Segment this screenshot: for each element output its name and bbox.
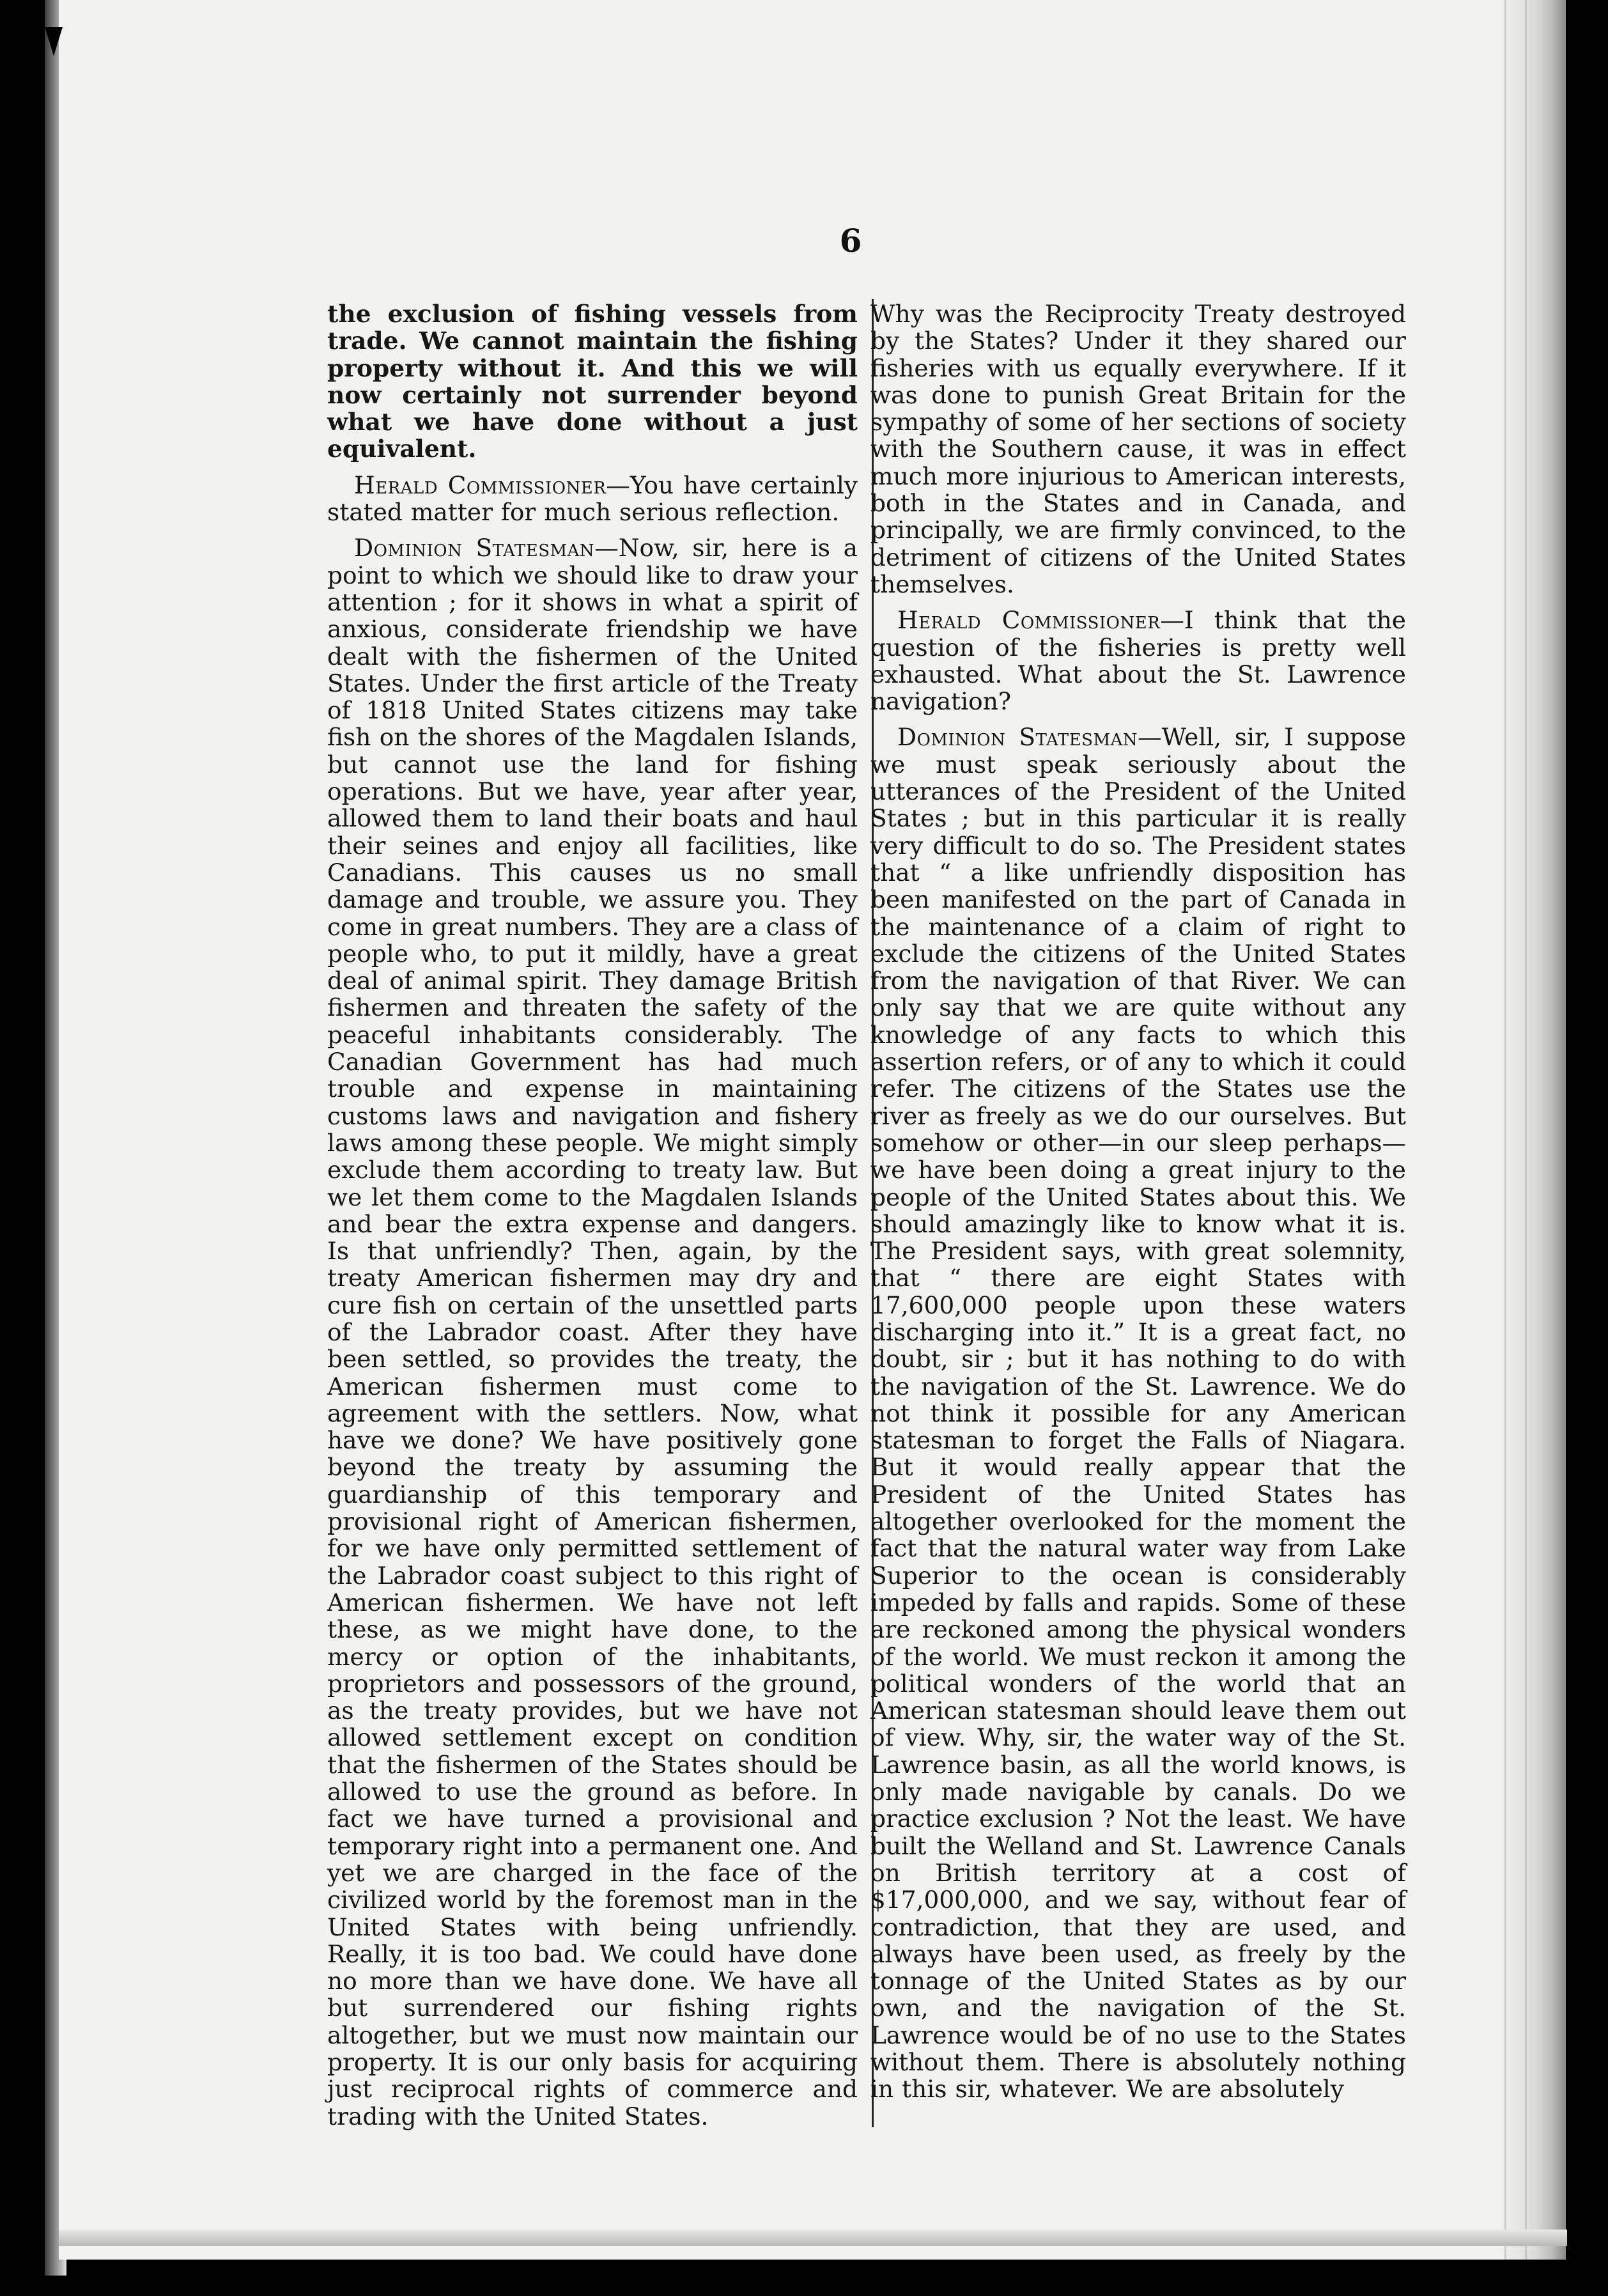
paper-right-edge [1496, 0, 1566, 2260]
paragraph-text: —I think that the question of the fisheries is pretty well exhausted. What about the St. Lawrence navigation? [870, 606, 1406, 716]
binding-mark [45, 27, 63, 56]
paragraph-text: —Well, sir, I suppose we must speak seriously about the utterances of the President of the United States ; but in this particular it is really very difficult to do so. The President states that “ a like unfriendly disposition has been manifested on the part of Canada in the maintenance of a claim of right to exclude the citizens of the United States from the navigation of that River. We can only say that we are quite without any knowledge of any facts to which this assertion refers, or of any to which it could refer. The citizens of the States use the river as freely as we do our ourselves. But somehow or other—in our sleep perhaps—we have been doing a great injury to the people of the United States about this. We should amazingly like to know what it is. The President says, with great solemnity, that “ there are eight States with 17,600,000 people upon these waters discharging into it.” It is a great fact, no doubt, sir ; but it has nothing to do with the navigation of the St. Lawrence. We do not think it possible for any American statesman to forget the Falls of Niagara. But it would really appear that the President of the United States has altogether overlooked for the moment the fact that the natural water way from Lake Superior to the ocean is considerably impeded by falls and rapids. Some of these are reckoned among the physical wonders of the world. We must reckon it among the political wonders of the world that an American statesman should leave them out of view. Why, sir, the water way of the St. Lawrence basin, as all the world knows, is only made navigable by canals. Do we practice exclusion ? Not the least. We have built the Welland and St. Lawrence Canals on British territory at a cost of $17,000,000, and we say, without fear of contradiction, that they are used, and always have been used, as freely by the tonnage of the United States as by our own, and the navigation of the St. Lawrence would be of no use to the States without them. There is absolutely nothing in this sir, whatever. We are absolutely [870, 723, 1406, 2104]
speaker-label: Herald Commissioner [354, 470, 607, 499]
paragraph: the exclusion of fishing vessels from trade. We cannot maintain the fishing property without it. And this we will now certainly not surrender beyond what we have done without a just equivalent. [327, 300, 858, 463]
paragraph-text: —You have certainly stated matter for much serious reflection. [327, 470, 858, 527]
speaker-label: Dominion Statesman [354, 534, 595, 562]
paper-bottom-edge [59, 2230, 1567, 2246]
paragraph [327, 534, 858, 2130]
speaker-label: Herald Commissioner [897, 606, 1161, 635]
paragraph [870, 300, 1406, 598]
page-number: 6 [839, 222, 862, 260]
paragraph [870, 607, 1406, 715]
left-text-column [327, 300, 858, 2139]
right-text-column [870, 300, 1406, 2112]
paragraph [870, 724, 1406, 2102]
paragraph-text: —Now, sir, here is a point to which we should like to draw your attention ; for it shows in what a spirit of anxious, considerate friendship we have dealt with the fishermen of the United States. Under the first article of the Treaty of 1818 United States citizens may take fish on the shores of the Magdalen Islands, but cannot use the land for fishing operations. But we have, year after year, allowed them to land their boats and haul their seines and enjoy all facilities, like Canadians. This causes us no small damage and trouble, we assure you. They come in great numbers. They are a class of people who, to put it mildly, have a great deal of animal spirit. They damage British fishermen and threaten the safety of the peaceful inhabitants considerably. The Canadian Government has had much trouble and expense in maintaining customs laws and navigation and fishery laws among these people. We might simply exclude them according to treaty law. But we let them come to the Magdalen Islands and bear the extra expense and dangers. Is that unfriendly? Then, again, by the treaty American fishermen may dry and cure fish on certain of the unsettled parts of the Labrador coast. After they have been settled, so provides the treaty, the American fishermen must come to agreement with the settlers. Now, what have we done? We have positively gone beyond the treaty by assuming the guardianship of this temporary and provisional right of American fishermen, for we have only permitted settlement of the Labrador coast subject to this right of American fishermen. We have not left these, as we might have done, to the mercy or option of the inhabitants, proprietors and possessors of the ground, as the treaty provides, but we have not allowed settlement except on condition that the fishermen of the States should be allowed to use the ground as before. In fact we have turned a provisional and temporary right into a permanent one. And yet we are charged in the face of the civilized world by the foremost man in the United States with being unfriendly. Really, it is too bad. We could have done no more than we have done. We have all but surrendered our fishing rights altogether, but we must now maintain our property. It is our only basis for acquiring just reciprocal rights of commerce and trading with the United States. [327, 534, 858, 2130]
paragraph-text: Why was the Reciprocity Treaty destroyed by the States? Under it they shared our fisheries with us equally everywhere. If it was done to punish Great Britain for the sympathy of some of her sections of society with the Southern cause, it was in effect much more injurious to American interests, both in the States and in Canada, and principally, we are firmly convinced, to the detriment of citizens of the United States themselves. [870, 300, 1406, 598]
speaker-label: Dominion Statesman [897, 723, 1138, 752]
paragraph [327, 472, 858, 526]
